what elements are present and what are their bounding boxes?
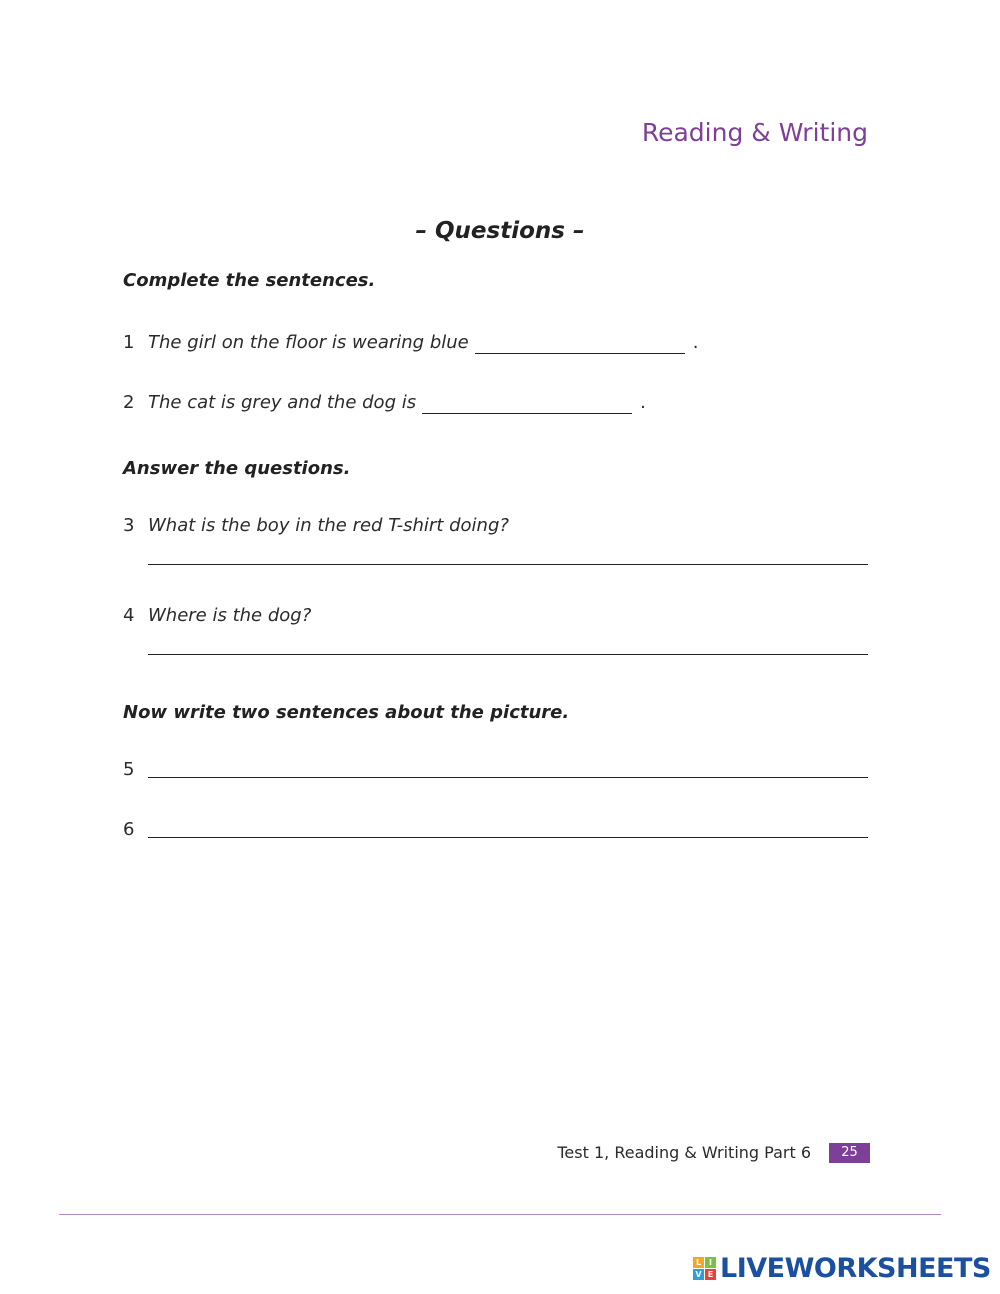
answer-input-2[interactable] bbox=[422, 393, 632, 414]
live-letter-l: L bbox=[693, 1257, 704, 1268]
question-row-4 bbox=[123, 605, 311, 626]
question-number: 3 bbox=[123, 515, 135, 536]
questions-heading: – Questions – bbox=[415, 218, 585, 244]
live-letter-v: V bbox=[693, 1269, 704, 1280]
question-number: 2 bbox=[123, 392, 135, 413]
live-letter-i: I bbox=[705, 1257, 716, 1268]
sentence-period: . bbox=[640, 392, 646, 413]
sentence-period: . bbox=[692, 332, 699, 353]
question-row-3 bbox=[123, 515, 509, 536]
question-row-2 bbox=[123, 392, 646, 414]
question-number: 1 bbox=[123, 332, 135, 353]
question-text: The girl on the floor is wearing blue bbox=[148, 332, 469, 353]
question-number-6: 6 bbox=[123, 819, 135, 840]
answer-input-4[interactable] bbox=[148, 632, 868, 655]
question-text: The cat is grey and the dog is bbox=[148, 392, 417, 413]
live-grid-icon bbox=[693, 1257, 716, 1280]
instruction-complete-sentences: Complete the sentences. bbox=[123, 270, 376, 291]
answer-input-3[interactable] bbox=[148, 542, 868, 565]
footer-caption: Test 1, Reading & Writing Part 6 bbox=[557, 1143, 811, 1162]
answer-input-6[interactable] bbox=[148, 815, 868, 838]
question-text: Where is the dog? bbox=[148, 605, 312, 626]
section-title: Reading & Writing bbox=[641, 118, 868, 147]
brand-name: LIVEWORKSHEETS bbox=[720, 1252, 991, 1284]
question-number-5: 5 bbox=[123, 759, 135, 780]
liveworksheets-logo bbox=[693, 1252, 991, 1284]
answer-input-1[interactable] bbox=[475, 333, 685, 354]
footer-divider bbox=[59, 1214, 941, 1215]
question-text: What is the boy in the red T-shirt doing? bbox=[148, 515, 509, 536]
live-letter-e: E bbox=[705, 1269, 716, 1280]
page-number-badge: 25 bbox=[829, 1143, 870, 1163]
answer-input-5[interactable] bbox=[148, 755, 868, 778]
instruction-write-sentences: Now write two sentences about the picture. bbox=[123, 702, 570, 723]
question-row-1 bbox=[123, 332, 698, 354]
instruction-answer-questions: Answer the questions. bbox=[123, 458, 351, 479]
question-number: 4 bbox=[123, 605, 135, 626]
